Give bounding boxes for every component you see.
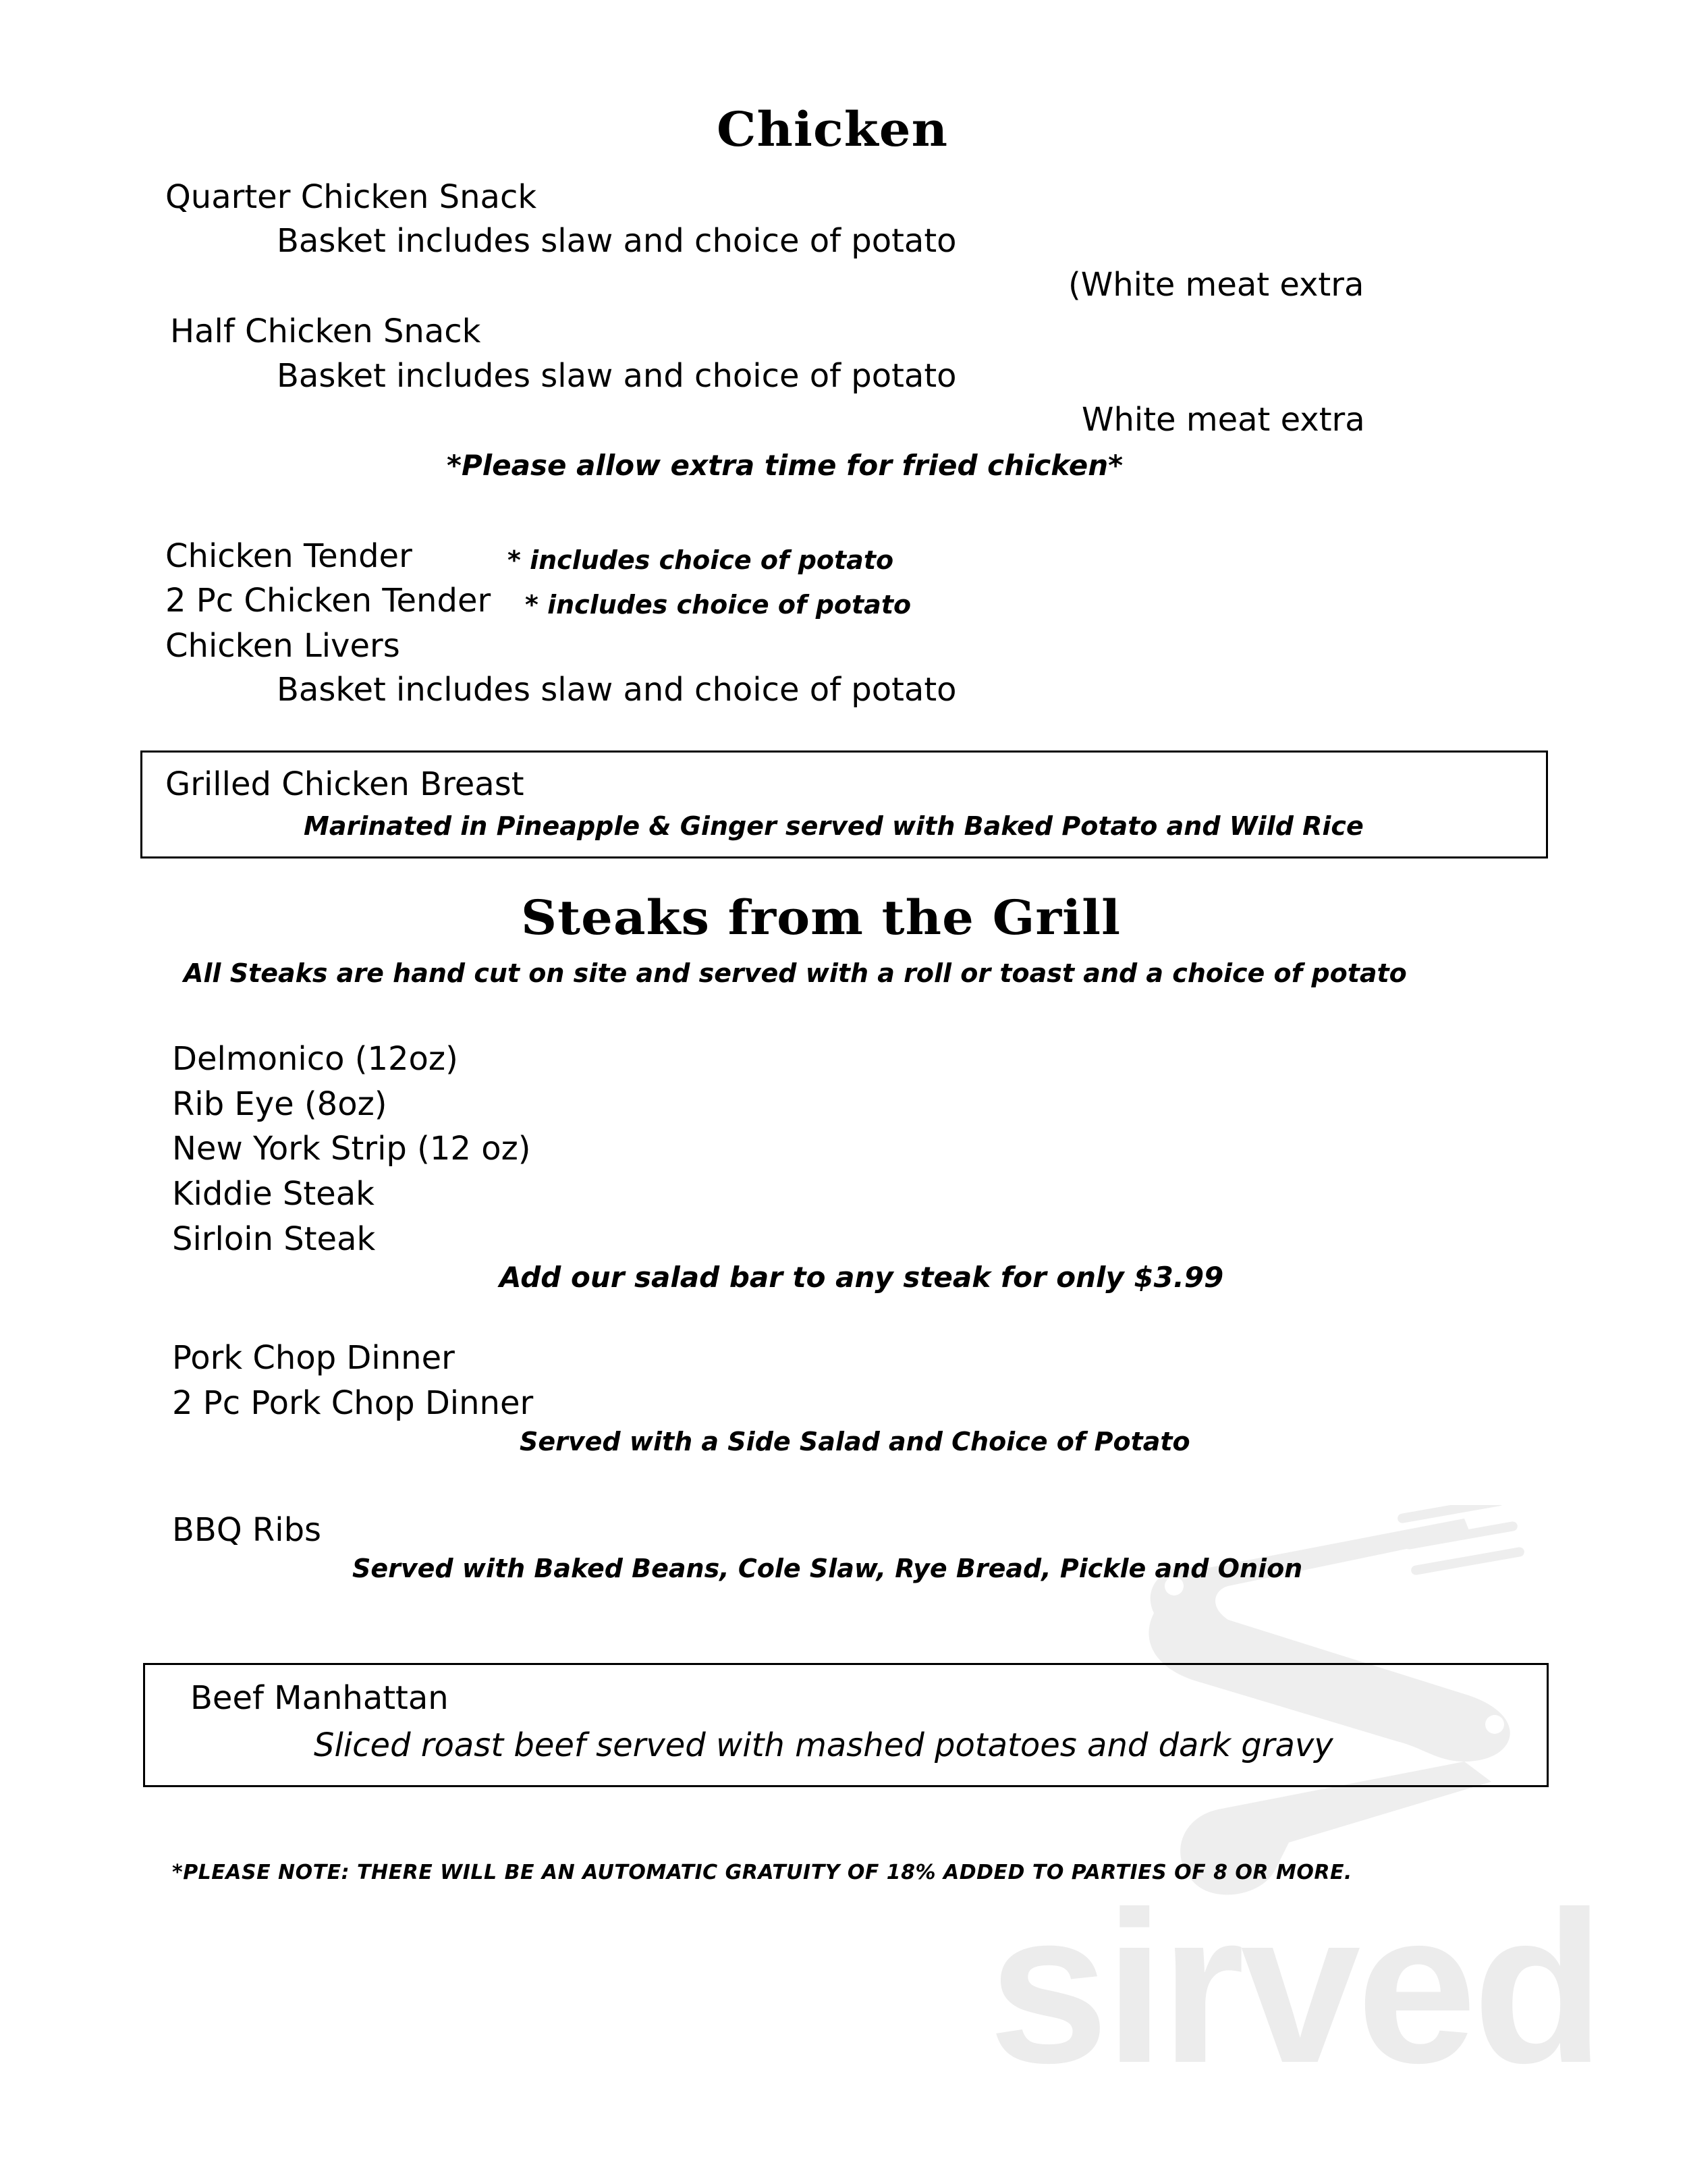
bbq-ribs-description: Served with Baked Beans, Cole Slaw, Rye Bread, Pickle and Onion xyxy=(352,1554,1303,1583)
menu-item-2pc-chicken-tender: 2 Pc Chicken Tender xyxy=(165,582,491,620)
section-title-chicken: Chicken xyxy=(717,101,949,157)
menu-item-sirloin-steak: Sirloin Steak xyxy=(172,1220,376,1258)
grilled-chicken-description: Marinated in Pineapple & Ginger served with Baked Potato and Wild Rice xyxy=(304,811,1364,841)
menu-item-2pc-pork-chop-dinner: 2 Pc Pork Chop Dinner xyxy=(172,1384,534,1422)
menu-item-delmonico: Delmonico (12oz) xyxy=(172,1040,458,1078)
menu-item-new-york-strip: New York Strip (12 oz) xyxy=(172,1130,531,1168)
menu-item-grilled-chicken-breast: Grilled Chicken Breast xyxy=(165,765,524,803)
menu-item-description: Basket includes slaw and choice of potato xyxy=(277,671,957,709)
menu-item-quarter-chicken: Quarter Chicken Snack xyxy=(165,178,537,216)
menu-item-description: Basket includes slaw and choice of potato xyxy=(277,357,957,395)
menu-item-beef-manhattan: Beef Manhattan xyxy=(190,1679,449,1717)
white-meat-extra-note: White meat extra xyxy=(1082,401,1365,439)
steaks-subtitle: All Steaks are hand cut on site and served with a roll or toast and a choice of potato xyxy=(184,958,1407,988)
tender-note: * includes choice of potato xyxy=(525,590,912,620)
menu-item-chicken-livers: Chicken Livers xyxy=(165,627,400,665)
gratuity-note: *PLEASE NOTE: THERE WILL BE AN AUTOMATIC GRATUITY OF 18% ADDED TO PARTIES OF 8 OR MORE. xyxy=(172,1861,1352,1884)
fried-chicken-note: *Please allow extra time for fried chicken* xyxy=(447,449,1124,482)
menu-item-description: Basket includes slaw and choice of potato xyxy=(277,222,957,260)
menu-item-kiddie-steak: Kiddie Steak xyxy=(172,1175,375,1213)
menu-item-pork-chop-dinner: Pork Chop Dinner xyxy=(172,1339,455,1377)
tender-note: * includes choice of potato xyxy=(507,545,894,575)
menu-item-chicken-tender: Chicken Tender xyxy=(165,537,412,575)
menu-item-rib-eye: Rib Eye (8oz) xyxy=(172,1085,387,1123)
menu-item-bbq-ribs: BBQ Ribs xyxy=(172,1511,322,1549)
section-title-steaks: Steaks from the Grill xyxy=(521,890,1122,946)
beef-manhattan-description: Sliced roast beef served with mashed potatoes and dark gravy xyxy=(314,1726,1333,1764)
salad-bar-note: Add our salad bar to any steak for only $3.99 xyxy=(499,1261,1224,1294)
menu-item-half-chicken: Half Chicken Snack xyxy=(170,312,481,350)
sirved-watermark: sirved xyxy=(989,1866,1601,2108)
white-meat-extra-note: (White meat extra xyxy=(1068,266,1364,304)
pork-chop-description: Served with a Side Salad and Choice of Potato xyxy=(520,1427,1190,1456)
